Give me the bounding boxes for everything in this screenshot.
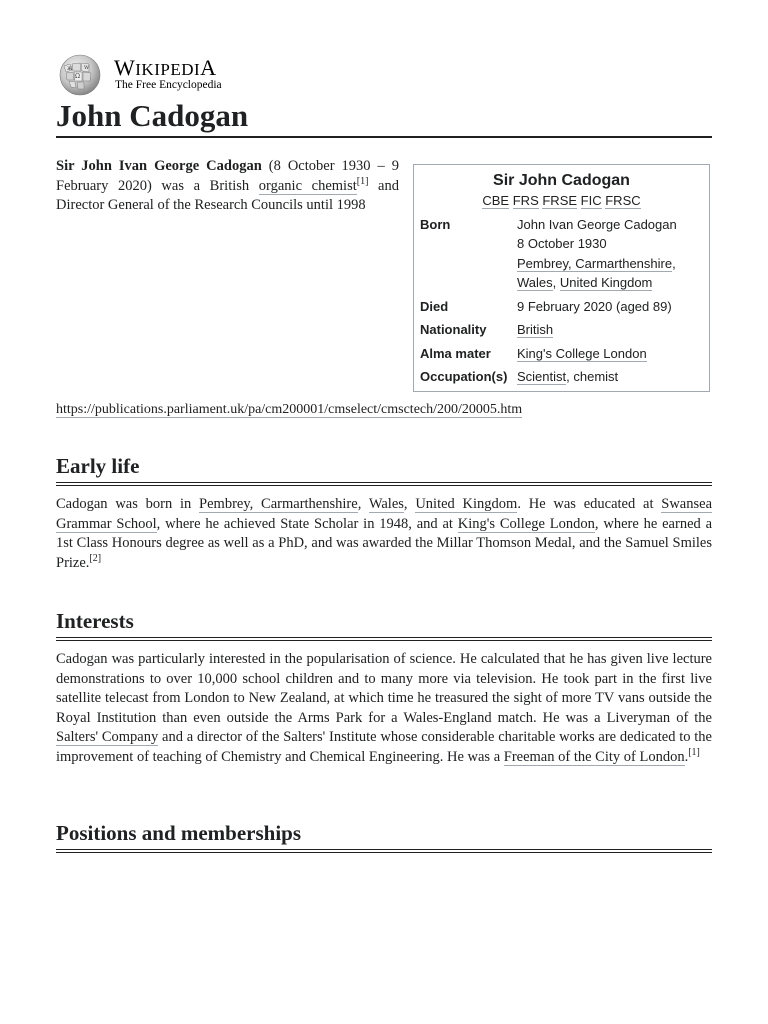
wikipedia-tagline: The Free Encyclopedia [115,79,222,91]
reference-1-link[interactable]: [1] [356,175,369,187]
nationality-link[interactable]: British [517,322,554,337]
wales-link[interactable]: Wales [368,496,404,512]
lead-text-end: and Director General of the Research Councils until 1998 [56,177,399,213]
heading-early-life: Early life [56,452,712,486]
early-life-paragraph: Cadogan was born in Pembrey, Carmarthenshire, Wales, United Kingdom. He was educated at Swansea Grammar School, where he achieved State Scholar in 1948, and at King's College London, where he earned a 1st Class Honours degree as well as a PhD, and was awarded the Millar Thomson Medal, and the Samuel Smiles Prize.[2] [56,496,713,571]
lead-text: (8 October 1930 – 9 February 2020) was a British [56,158,400,194]
infobox-label-nationality: Nationality [420,322,487,337]
born-uk-link[interactable]: United Kingdom [559,275,653,290]
infobox-row-occupation [414,367,709,387]
alma-mater-link[interactable]: King's College London [517,345,647,361]
infobox-title: Sir John Cadogan [493,172,630,189]
organic-chemist-link[interactable]: organic chemist [258,177,357,194]
postnominal-frse-link[interactable]: FRSE [542,193,578,208]
wikipedia-globe-icon[interactable] [56,54,104,96]
born-name: John Ivan George Cadogan [517,216,677,232]
heading-positions-and-memberships: Positions and memberships [56,819,712,853]
united-kingdom-link[interactable]: United Kingdom [415,496,518,512]
infobox-value-born: John Ivan George Cadogan 8 October 1930 Pembrey, Carmarthenshire, Wales, United Kingdom [517,215,703,293]
infobox-label-born: Born [420,216,451,232]
heading-interests: Interests [56,607,712,641]
infobox-row-born [414,215,709,293]
pembrey-link[interactable]: Pembrey, Carmarthenshire [199,496,358,512]
reference-2-link[interactable]: [2] [89,552,102,564]
infobox [413,164,710,392]
born-place-link[interactable]: Pembrey, Carmarthenshire [517,255,673,271]
interests-paragraph: Cadogan was particularly interested in the popularisation of science. He calculated that he has given live lecture demonstrations to over 10,000 school children and to many more via television. He took part in the first live satellite telecast from London to New Zealand, at which time he treasured the sight of more TV vans outside the Royal Institution than even outside the Arms Park for a Wales-England match. He was a Liveryman of the Salters' Company and a director of the Salters' Institute whose considerable charitable works are dedicated to the improvement of teaching of Chemistry and Chemical Engineering. He was a Freeman of the City of London.[1] [56,651,712,765]
born-wales-link[interactable]: Wales [517,275,553,290]
infobox-label-alma-mater: Alma mater [420,345,491,361]
svg-text:Ω: Ω [75,73,80,80]
svg-text:Ж: Ж [67,66,73,72]
salters-company-link[interactable]: Salters' Company [56,729,159,745]
infobox-row-nationality [414,320,709,340]
wikipedia-wordmark[interactable]: WIKIPEDIA [114,55,217,80]
freeman-city-of-london-link[interactable]: Freeman of the City of London [503,748,685,765]
infobox-value-died: 9 February 2020 (aged 89) [517,298,672,314]
born-date: 8 October 1930 [517,236,607,251]
source-url-link[interactable]: https://publications.parliament.uk/pa/cm200001/cmselect/cmsctech/200/20005.htm [56,402,523,417]
reference-1-link-interests[interactable]: [1] [688,746,700,758]
svg-text:W: W [84,65,90,71]
occupation-rest: , chemist [566,369,619,384]
infobox-label-occupation: Occupation(s) [420,369,508,384]
kings-college-london-link[interactable]: King's College London [457,515,595,532]
lead-paragraph [56,157,399,216]
swansea-grammar-school-link[interactable]: Swansea Grammar School [56,496,713,532]
postnominal-frsc-link[interactable]: FRSC [605,193,641,208]
occupation-scientist-link[interactable]: Scientist [517,369,567,384]
infobox-row-alma-mater [414,344,709,364]
lead-name: Sir John Ivan George Cadogan [56,158,262,174]
page-title: John Cadogan [56,96,712,138]
source-url[interactable] [56,400,522,419]
postnominal-fic-link[interactable]: FIC [580,193,602,208]
postnominal-cbe-link[interactable]: CBE [482,193,510,208]
postnominal-frs-link[interactable]: FRS [512,193,539,208]
infobox-postnominals [414,191,709,211]
infobox-row-died [414,297,709,317]
infobox-label-died: Died [420,298,449,314]
